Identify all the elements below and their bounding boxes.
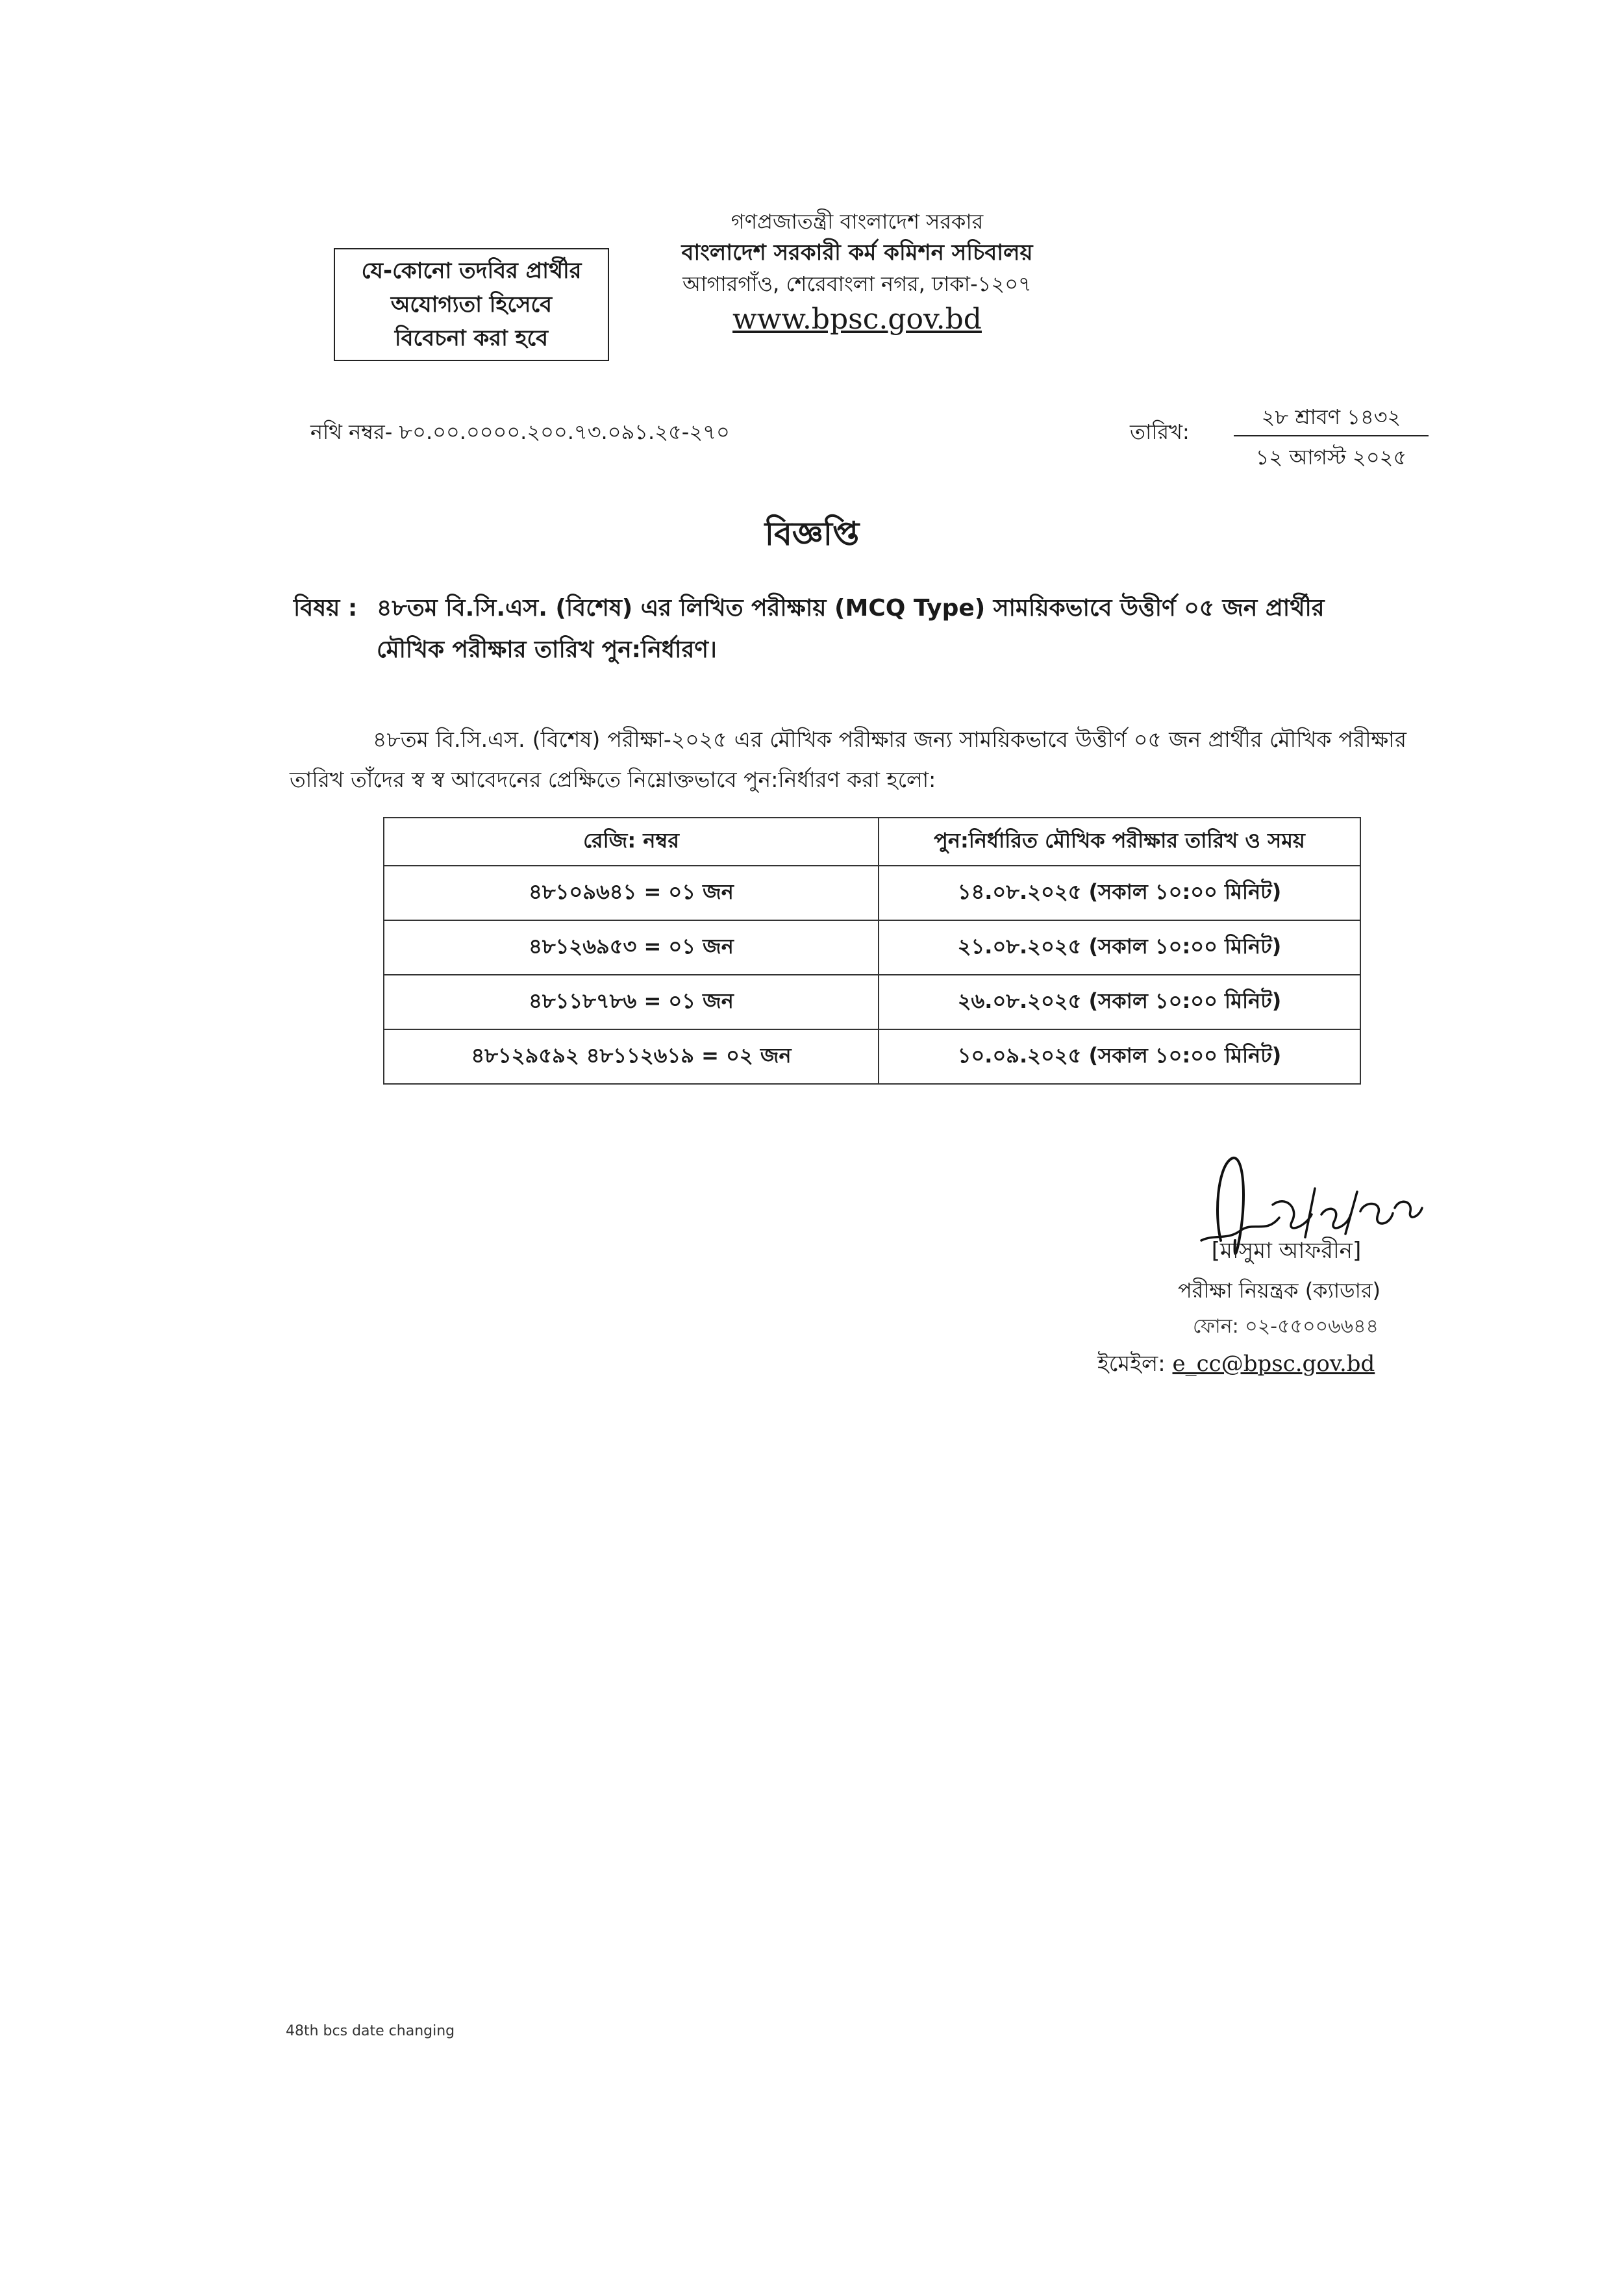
table-row <box>384 866 1360 920</box>
warning-notice-box <box>334 248 609 361</box>
schedule-cell: ১৪.০৮.২০২৫ (সকাল ১০:০০ মিনিট) <box>879 866 1360 920</box>
schedule-cell: ১০.০৯.২০২৫ (সকাল ১০:০০ মিনিট) <box>879 1029 1360 1084</box>
date-english: ১২ আগস্ট ২০২৫ <box>1255 445 1407 470</box>
organization-address: আগারগাঁও, শেরেবাংলা নগর, ঢাকা-১২০৭ <box>682 271 1032 296</box>
notice-line-1: যে-কোনো তদবির প্রার্থীর <box>361 258 582 284</box>
notice-line-3: বিবেচনা করা হবে <box>394 325 549 351</box>
registration-cell: ৪৮১২৬৯৫৩ = ০১ জন <box>384 920 879 975</box>
date-block <box>1234 401 1429 473</box>
body-paragraph: ৪৮তম বি.সি.এস. (বিশেষ) পরীক্ষা-২০২৫ এর মৌখিক পরীক্ষার জন্য সাময়িকভাবে উত্তীর্ণ ০৫ জন প্রার্থীর মৌখিক পরীক্ষার তারিখ তাঁদের স্ব স্ব আবেদনের প্রেক্ষিতে নিম্নোক্তভাবে পুন:নির্ধারণ করা হলো: <box>290 727 1406 792</box>
date-bangla: ২৮ শ্রাবণ ১৪৩২ <box>1234 401 1429 436</box>
file-number: নথি নম্বর- ৮০.০০.০০০০.২০০.৭৩.০৯১.২৫-২৭০ <box>310 420 730 444</box>
notice-line-2: অযোগ্যতা হিসেবে <box>390 292 553 318</box>
registration-cell: ৪৮১২৯৫৯২ ৪৮১১২৬১৯ = ০২ জন <box>384 1029 879 1084</box>
schedule-table <box>383 817 1361 1085</box>
subject-label: বিষয় : <box>294 595 358 622</box>
signatory-name: [মাসুমা আফরীন] <box>1211 1238 1362 1264</box>
subject <box>294 588 1462 671</box>
column-header-schedule: পুন:নির্ধারিত মৌখিক পরীক্ষার তারিখ ও সময় <box>879 818 1360 866</box>
website-link[interactable]: www.bpsc.gov.bd <box>732 303 982 336</box>
table-row <box>384 920 1360 975</box>
signatory-designation: পরীক্ষা নিয়ন্ত্রক (ক্যাডার) <box>1177 1278 1381 1303</box>
schedule-cell: ২৬.০৮.২০২৫ (সকাল ১০:০০ মিনিট) <box>879 975 1360 1029</box>
letterhead <box>636 207 1078 338</box>
email-link[interactable]: e_cc@bpsc.gov.bd <box>1172 1351 1375 1377</box>
subject-line-2: মৌখিক পরীক্ষার তারিখ পুন:নির্ধারণ। <box>377 636 717 663</box>
registration-cell: ৪৮১০৯৬৪১ = ০১ জন <box>384 866 879 920</box>
table-row <box>384 1029 1360 1084</box>
date-label: তারিখ: <box>1130 420 1190 444</box>
signatory-email <box>1097 1347 1375 1384</box>
subject-line-1: ৪৮তম বি.সি.এস. (বিশেষ) এর লিখিত পরীক্ষায় (MCQ Type) সাময়িকভাবে উত্তীর্ণ ০৫ জন প্রার্থীর <box>377 595 1325 622</box>
organization-name: বাংলাদেশ সরকারী কর্ম কমিশন সচিবালয় <box>681 240 1033 266</box>
schedule-cell: ২১.০৮.২০২৫ (সকাল ১০:০০ মিনিট) <box>879 920 1360 975</box>
table-row <box>384 975 1360 1029</box>
page-title: বিজ্ঞপ্তি <box>764 515 860 553</box>
column-header-registration: রেজি: নম্বর <box>384 818 879 866</box>
government-name: গণপ্রজাতন্ত্রী বাংলাদেশ সরকার <box>731 209 984 234</box>
table-header-row <box>384 818 1360 866</box>
signatory-phone: ফোন: ০২-৫৫০০৬৬৪৪ <box>1192 1315 1379 1338</box>
email-label: ইমেইল: <box>1097 1351 1166 1377</box>
footer-note: 48th bcs date changing <box>286 2023 455 2039</box>
registration-cell: ৪৮১১৮৭৮৬ = ০১ জন <box>384 975 879 1029</box>
